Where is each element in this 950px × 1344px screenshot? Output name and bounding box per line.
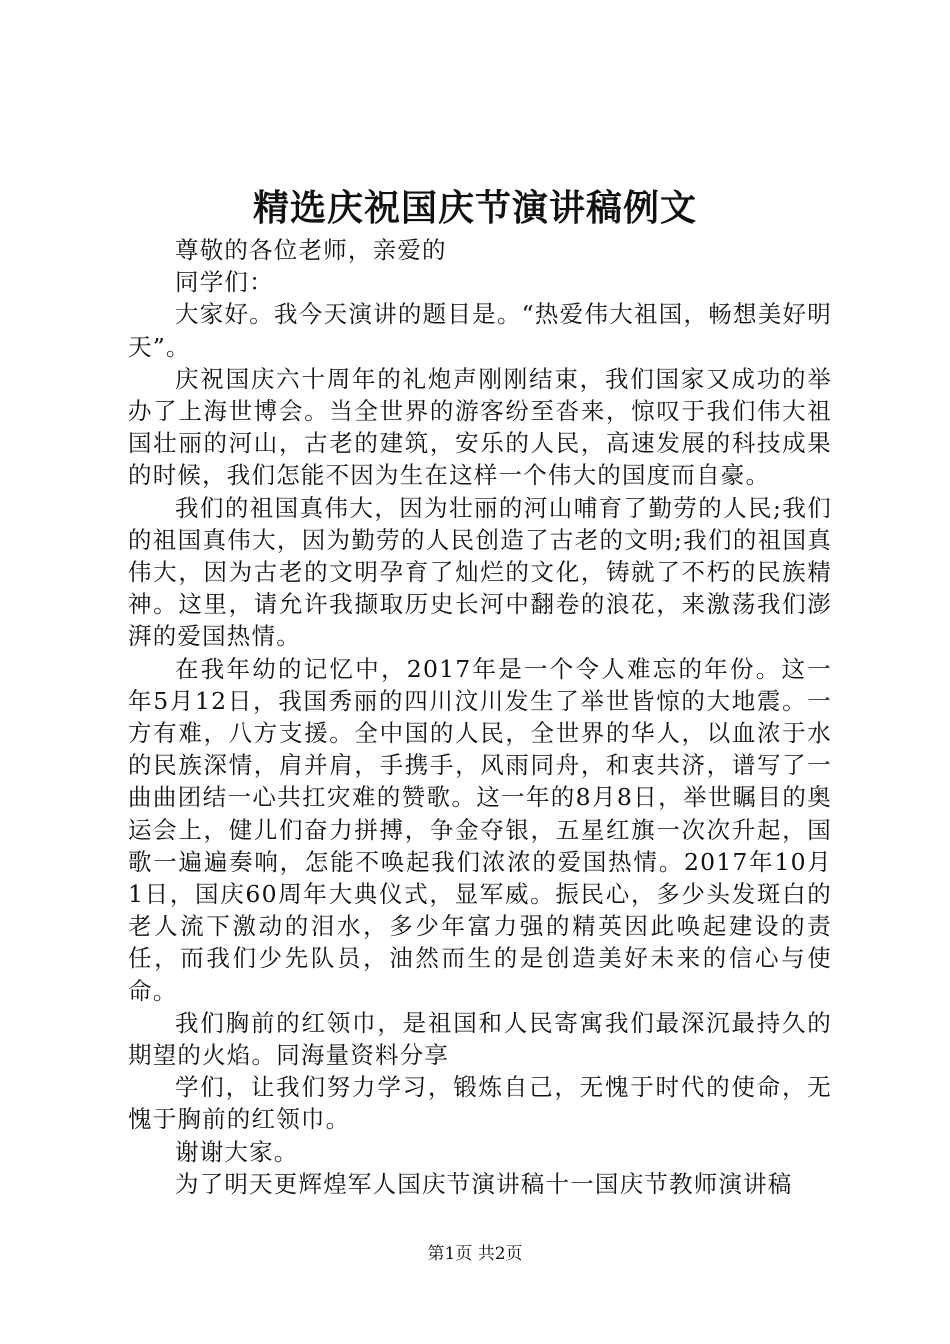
- document-body: [128, 234, 832, 1200]
- paragraph-memory: 在我年幼的记忆中，2017年是一个令人难忘的年份。这一年5月12日，我国秀丽的四川汶川发生了举世皆惊的大地震。一方有难，八方支援。全中国的人民，全世界的华人，以血浓于水的民族深情，肩并肩，手携手，风雨同舟，和衷共济，谱写了一曲曲团结一心共扛灾难的赞歌。这一年的8月8日，举世瞩目的奥运会上，健儿们奋力拼搏，争金夺银，五星红旗一次次升起，国歌一遍遍奏响，怎能不唤起我们浓浓的爱国热情。2017年10月1日，国庆60周年大典仪式，显军威。振民心，多少头发斑白的老人流下激动的泪水，多少年富力强的精英因此唤起建设的责任，而我们少先队员，油然而生的是创造美好未来的信心与使命。: [128, 654, 832, 1005]
- paragraph-related: 为了明天更辉煌军人国庆节演讲稿十一国庆节教师演讲稿: [175, 1169, 793, 1198]
- paragraph-expo: 庆祝国庆六十周年的礼炮声刚刚结束，我们国家又成功的举办了上海世博会。当全世界的游客纷至沓来，惊叹于我们伟大祖国壮丽的河山，古老的建筑，安乐的人民，高速发展的科技成果的时候，我们怎能不因为生在这样一个伟大的国度而自豪。: [128, 364, 832, 490]
- paragraph-motherland: 我们的祖国真伟大，因为壮丽的河山哺育了勤劳的人民;我们的祖国真伟大，因为勤劳的人民创造了古老的文明;我们的祖国真伟大，因为古老的文明孕育了灿烂的文化，铸就了不朽的民族精神。这里，请允许我撷取历史长河中翻卷的浪花，来激荡我们澎湃的爱国热情。: [128, 493, 832, 651]
- document-title: 精选庆祝国庆节演讲稿例文: [252, 187, 697, 229]
- paragraph-salutation-cont: 同学们：: [175, 268, 274, 297]
- page-number: 第1页 共2页: [427, 1244, 523, 1264]
- paragraph-red-scarf: 我们胸前的红领巾，是祖国和人民寄寓我们最深沉最持久的期望的火焰。同海量资料分享: [128, 1008, 832, 1070]
- paragraph-greeting: 大家好。我今天演讲的题目是。“热爱伟大祖国，畅想美好明天”。: [128, 300, 832, 361]
- paragraph-study: 学们，让我们努力学习，锻炼自己，无愧于时代的使命，无愧于胸前的红领巾。: [128, 1073, 832, 1134]
- paragraph-salutation: 尊敬的各位老师，亲爱的: [175, 236, 447, 264]
- paragraph-thanks: 谢谢大家。: [175, 1137, 299, 1166]
